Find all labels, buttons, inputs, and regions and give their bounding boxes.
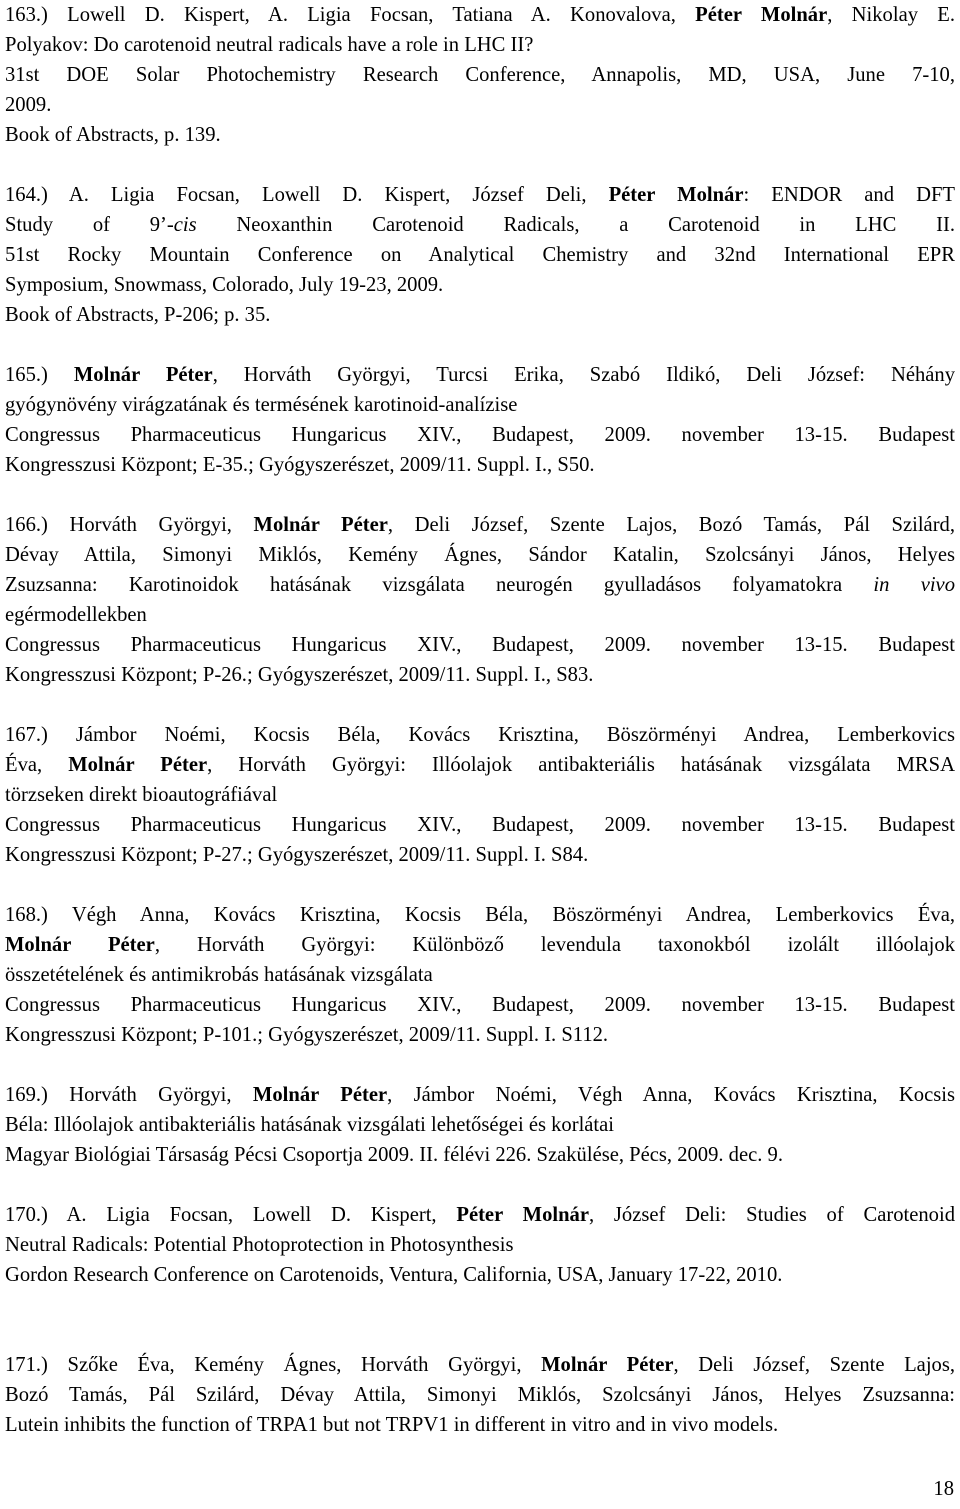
entry-text: 51st Rocky Mountain Conference on Analytical Chemistry and 32nd International EPR [5, 244, 955, 266]
entry-text: 165.) [5, 364, 74, 386]
entry-line [5, 270, 955, 300]
entry-line [5, 900, 955, 930]
entry-text: , Deli József, Szente Lajos, [673, 1354, 955, 1376]
author-highlight: Péter Molnár [608, 184, 744, 206]
entry-text: Gordon Research Conference on Carotenoids, Ventura, California, USA, January 17-22, 2010. [5, 1264, 783, 1286]
entry-spacer [5, 480, 955, 510]
entry-line [5, 840, 955, 870]
publication-entry-169 [5, 1080, 955, 1170]
entry-text: 2009. [5, 94, 52, 116]
entry-text: Lutein inhibits the function of TRPA1 but not TRPV1 in different in vitro and in vivo models. [5, 1414, 779, 1436]
entry-text: Study of 9’- [5, 214, 174, 236]
entry-spacer [5, 1290, 955, 1350]
entry-text: Kongresszusi Központ; E-35.; Gyógyszerészet, 2009/11. Suppl. I., S50. [5, 454, 595, 476]
entry-text: Béla: Illóolajok antibakteriális hatásának vizsgálati lehetőségei és korlátai [5, 1114, 615, 1136]
entry-line [5, 120, 955, 150]
entry-line [5, 1020, 955, 1050]
entry-text: 163.) Lowell D. Kispert, A. Ligia Focsan, Tatiana A. Konovalova, [5, 4, 696, 26]
entry-line [5, 0, 955, 30]
entry-text: 168.) Végh Anna, Kovács Krisztina, Kocsis Béla, Böszörményi Andrea, Lemberkovics Éva, [5, 904, 955, 926]
publication-entry-168 [5, 900, 955, 1050]
entry-text: , Jámbor Noémi, Végh Anna, Kovács Krisztina, Kocsis [387, 1084, 955, 1106]
entry-text: Kongresszusi Központ; P-101.; Gyógyszerészet, 2009/11. Suppl. I. S112. [5, 1024, 609, 1046]
entry-spacer [5, 330, 955, 360]
entry-text: összetételének és antimikrobás hatásának vizsgálata [5, 964, 433, 986]
entry-line [5, 930, 955, 960]
entry-text: Congressus Pharmaceuticus Hungaricus XIV., Budapest, 2009. november 13-15. Budapest [5, 634, 955, 656]
entry-text: Zsuzsanna: Karotinoidok hatásának vizsgálata neurogén gyulladásos folyamatokra [5, 574, 874, 596]
entry-text: 169.) Horváth Györgyi, [5, 1084, 253, 1106]
entry-spacer [5, 1170, 955, 1200]
entry-line [5, 1410, 955, 1440]
entry-text: Book of Abstracts, P-206; p. 35. [5, 304, 271, 326]
entry-text: Congressus Pharmaceuticus Hungaricus XIV., Budapest, 2009. november 13-15. Budapest [5, 814, 955, 836]
entry-line [5, 720, 955, 750]
entry-line [5, 990, 955, 1020]
entry-spacer [5, 150, 955, 180]
entry-line [5, 750, 955, 780]
entry-line [5, 810, 955, 840]
entry-text: 166.) Horváth Györgyi, [5, 514, 254, 536]
entry-line [5, 660, 955, 690]
entry-line [5, 570, 955, 600]
entry-text: , József Deli: Studies of Carotenoid [588, 1204, 956, 1226]
entry-text: Kongresszusi Központ; P-26.; Gyógyszerészet, 2009/11. Suppl. I., S83. [5, 664, 594, 686]
entry-text: Éva, [5, 754, 69, 776]
entry-text: , Horváth Györgyi, Turcsi Erika, Szabó Ildikó, Deli József: Néhány [212, 364, 956, 386]
publication-list [5, 0, 955, 1440]
entry-line [5, 450, 955, 480]
entry-text: 170.) A. Ligia Focsan, Lowell D. Kispert, [5, 1204, 457, 1226]
entry-text: Book of Abstracts, p. 139. [5, 124, 221, 146]
publication-entry-165 [5, 360, 955, 480]
entry-spacer [5, 1050, 955, 1080]
entry-line [5, 1230, 955, 1260]
author-highlight: Molnár Péter [5, 934, 155, 956]
entry-text: , Horváth Györgyi: Különböző levendula taxonokból izolált illóolajok [154, 934, 955, 956]
entry-spacer [5, 690, 955, 720]
entry-line [5, 390, 955, 420]
entry-line [5, 30, 955, 60]
entry-text: Polyakov: Do carotenoid neutral radicals have a role in LHC II? [5, 34, 534, 56]
entry-text: Congressus Pharmaceuticus Hungaricus XIV., Budapest, 2009. november 13-15. Budapest [5, 994, 955, 1016]
entry-line [5, 300, 955, 330]
publication-entry-171 [5, 1350, 955, 1440]
entry-text: Symposium, Snowmass, Colorado, July 19-23, 2009. [5, 274, 444, 296]
author-highlight: Molnár Péter [73, 364, 213, 386]
entry-spacer [5, 870, 955, 900]
document-page [5, 0, 955, 1440]
entry-line [5, 960, 955, 990]
italic-text: cis [173, 214, 197, 236]
entry-text: Kongresszusi Központ; P-27.; Gyógyszerészet, 2009/11. Suppl. I. S84. [5, 844, 589, 866]
entry-line [5, 90, 955, 120]
entry-line [5, 780, 955, 810]
entry-line [5, 1380, 955, 1410]
publication-entry-170 [5, 1200, 955, 1290]
entry-line [5, 240, 955, 270]
entry-line [5, 420, 955, 450]
entry-text: 171.) Szőke Éva, Kemény Ágnes, Horváth Györgyi, [5, 1354, 542, 1376]
author-highlight: Molnár Péter [253, 514, 388, 536]
entry-text: , Horváth Györgyi: Illóolajok antibakteriális hatásának vizsgálata MRSA [207, 754, 955, 776]
publication-entry-167 [5, 720, 955, 870]
author-highlight: Péter Molnár [695, 4, 828, 26]
entry-line [5, 1080, 955, 1110]
publication-entry-163 [5, 0, 955, 150]
entry-text: Dévay Attila, Simonyi Miklós, Kemény Ágnes, Sándor Katalin, Szolcsányi János, Helyes [5, 544, 955, 566]
entry-line [5, 630, 955, 660]
entry-text: Bozó Tamás, Pál Szilárd, Dévay Attila, Simonyi Miklós, Szolcsányi János, Helyes Zsuzsanna: [5, 1384, 955, 1406]
entry-line [5, 1350, 955, 1380]
publication-entry-164 [5, 180, 955, 330]
entry-text: 164.) A. Ligia Focsan, Lowell D. Kispert, József Deli, [5, 184, 609, 206]
publication-entry-166 [5, 510, 955, 690]
entry-line [5, 210, 955, 240]
author-highlight: Péter Molnár [456, 1204, 589, 1226]
entry-text: törzseken direkt bioautográfiával [5, 784, 278, 806]
author-highlight: Molnár Péter [541, 1354, 674, 1376]
entry-line [5, 1260, 955, 1290]
page-number: 18 [933, 1478, 954, 1500]
entry-text: Magyar Biológiai Társaság Pécsi Csoportja 2009. II. félévi 226. Szakülése, Pécs, 2009. dec. 9. [5, 1144, 784, 1166]
entry-text: 31st DOE Solar Photochemistry Research Conference, Annapolis, MD, USA, June 7-10, [5, 64, 955, 86]
entry-text: Neoxanthin Carotenoid Radicals, a Carotenoid in LHC II. [196, 214, 955, 236]
entry-text: Congressus Pharmaceuticus Hungaricus XIV., Budapest, 2009. november 13-15. Budapest [5, 424, 955, 446]
author-highlight: Molnár Péter [68, 754, 208, 776]
entry-text: gyógynövény virágzatának és termésének karotinoid-analízise [5, 394, 518, 416]
entry-text: : ENDOR and DFT [743, 184, 955, 206]
author-highlight: Molnár Péter [252, 1084, 388, 1106]
entry-text: , Deli József, Szente Lajos, Bozó Tamás, Pál Szilárd, [387, 514, 955, 536]
entry-line [5, 540, 955, 570]
entry-line [5, 180, 955, 210]
entry-text: , Nikolay E. [827, 4, 956, 26]
entry-line [5, 1140, 955, 1170]
entry-text: egérmodellekben [5, 604, 147, 626]
entry-line [5, 360, 955, 390]
entry-line [5, 510, 955, 540]
italic-text: in vivo [873, 574, 955, 596]
entry-line [5, 1110, 955, 1140]
entry-line [5, 1200, 955, 1230]
entry-text: Neutral Radicals: Potential Photoprotection in Photosynthesis [5, 1234, 514, 1256]
entry-line [5, 60, 955, 90]
entry-line [5, 600, 955, 630]
entry-text: 167.) Jámbor Noémi, Kocsis Béla, Kovács Krisztina, Böszörményi Andrea, Lemberkovics [5, 724, 955, 746]
